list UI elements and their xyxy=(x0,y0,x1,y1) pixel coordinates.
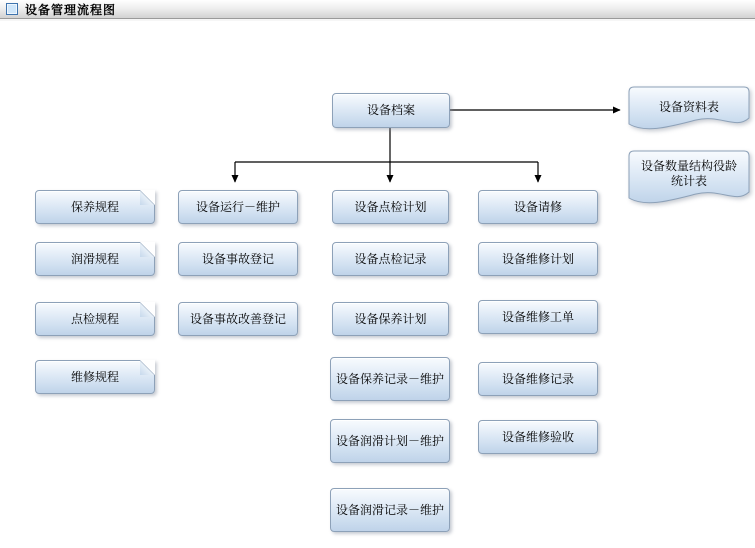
node-device-repair-record[interactable] xyxy=(478,362,598,396)
node-repair-regulation[interactable] xyxy=(35,360,155,394)
node-device-repair-workorder[interactable] xyxy=(478,300,598,334)
node-label: 设备保养记录－维护 xyxy=(335,371,444,386)
node-lubrication-regulation[interactable] xyxy=(35,242,155,276)
node-device-operation-maintenance[interactable] xyxy=(178,190,298,224)
node-label: 设备维修验收 xyxy=(501,429,574,444)
node-label: 设备点检计划 xyxy=(354,199,427,214)
node-label: 设备数量结构役龄统计表 xyxy=(640,159,737,188)
node-device-inspection-record[interactable] xyxy=(332,242,449,276)
node-maintenance-regulation[interactable] xyxy=(35,190,155,224)
node-label: 设备请修 xyxy=(513,199,562,214)
node-device-accident-register[interactable] xyxy=(178,242,298,276)
node-device-accident-improvement-register[interactable] xyxy=(178,302,298,336)
node-device-lubrication-plan[interactable] xyxy=(330,419,450,463)
node-label: 设备点检记录 xyxy=(354,251,427,266)
node-device-maintenance-plan[interactable] xyxy=(332,302,449,336)
node-device-maintenance-record[interactable] xyxy=(330,357,450,401)
node-label: 设备润滑计划－维护 xyxy=(335,433,444,448)
node-device-repair-plan[interactable] xyxy=(478,242,598,276)
node-label: 设备维修记录 xyxy=(501,371,574,386)
node-inspection-regulation[interactable] xyxy=(35,302,155,336)
folded-corner-icon xyxy=(140,242,155,257)
node-device-data-sheet[interactable] xyxy=(628,86,750,133)
node-label: 点检规程 xyxy=(70,311,119,326)
node-label: 设备档案 xyxy=(366,103,415,117)
node-label: 设备润滑记录－维护 xyxy=(335,502,444,517)
node-device-archive[interactable] xyxy=(332,93,450,128)
node-label: 设备事故改善登记 xyxy=(189,311,286,326)
node-device-qty-structure-age-report[interactable] xyxy=(628,150,750,207)
folded-corner-icon xyxy=(140,190,155,205)
page-title: 设备管理流程图 xyxy=(25,2,117,17)
node-device-repair-acceptance[interactable] xyxy=(478,420,598,454)
node-label: 维修规程 xyxy=(70,369,119,384)
node-label: 设备保养计划 xyxy=(354,311,427,326)
title-bar xyxy=(0,0,755,19)
node-label: 保养规程 xyxy=(70,199,119,214)
folded-corner-icon xyxy=(140,360,155,375)
node-device-inspection-plan[interactable] xyxy=(332,190,449,224)
node-device-repair-request[interactable] xyxy=(478,190,598,224)
node-label: 设备事故登记 xyxy=(201,251,274,266)
node-label: 润滑规程 xyxy=(70,251,119,266)
node-label: 设备维修工单 xyxy=(501,309,574,324)
folded-corner-icon xyxy=(140,302,155,317)
node-label: 设备维修计划 xyxy=(501,251,574,266)
node-label: 设备运行－维护 xyxy=(195,199,280,214)
window-icon xyxy=(6,3,18,15)
node-label: 设备资料表 xyxy=(658,100,719,114)
node-device-lubrication-record[interactable] xyxy=(330,488,450,532)
